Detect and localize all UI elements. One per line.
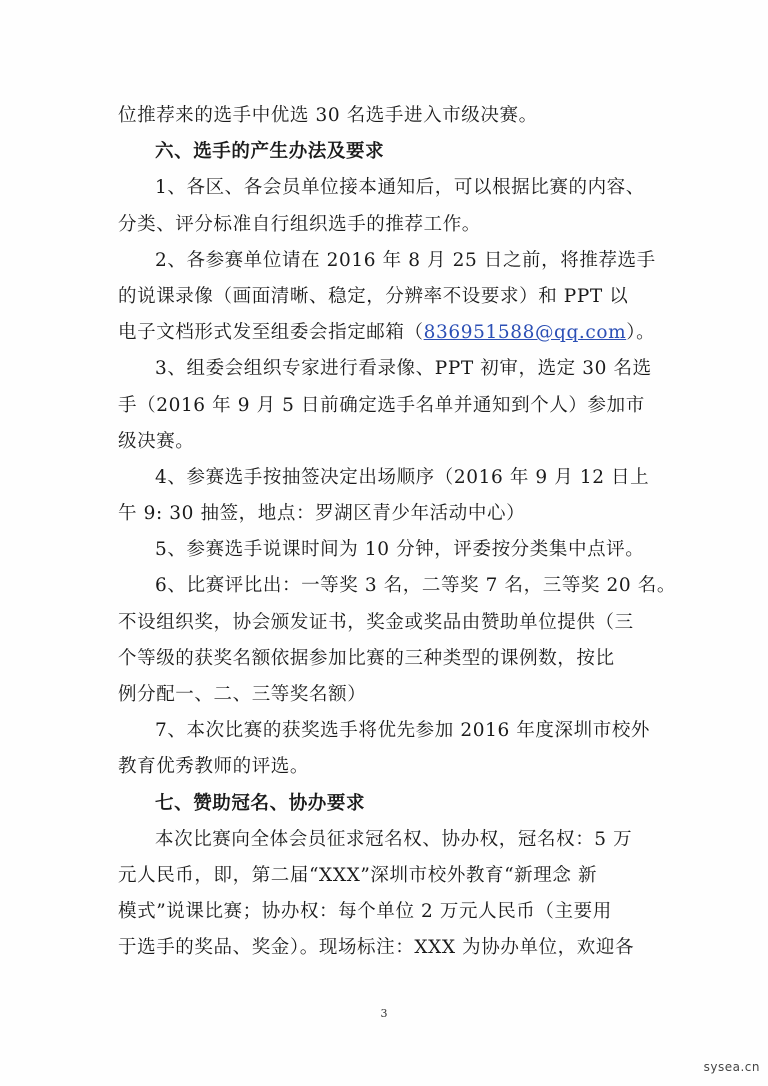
paragraph-line: 例分配一、二、三等奖名额）: [118, 684, 367, 705]
document-body: [118, 98, 676, 967]
paragraph-line: 6、比赛评比出：一等奖 3 名，二等奖 7 名，三等奖 20 名。: [155, 575, 676, 597]
paragraph-line: 3、组委会组织专家进行看录像、PPT 初审，选定 30 名选: [155, 358, 652, 380]
paragraph-line: 于选手的奖品、奖金）。现场标注：XXX 为协办单位，欢迎各: [118, 937, 635, 959]
paragraph-line: 午 9: 30 抽签，地点：罗湖区青少年活动中心）: [118, 503, 526, 525]
paragraph-line: 2、各参赛单位请在 2016 年 8 月 25 日之前，将推荐选手: [155, 249, 656, 271]
paragraph-line: 位推荐来的选手中优选 30 名选手进入市级决赛。: [118, 105, 538, 126]
paragraph-line: 手（2016 年 9 月 5 日前确定选手名单并通知到个人）参加市: [118, 394, 645, 416]
paragraph-line: 教育优秀教师的评选。: [118, 756, 310, 778]
paragraph-line: 7、本次比赛的获奖选手将优先参加 2016 年度深圳市校外: [155, 720, 651, 742]
email-suffix: ）。: [626, 322, 656, 344]
paragraph-line: 5、参赛选手说课时间为 10 分钟，评委按分类集中点评。: [155, 539, 645, 561]
paragraph-line: 本次比赛向全体会员征求冠名权、协办权，冠名权：5 万: [155, 828, 633, 850]
section-heading-seven: 七、赞助冠名、协办要求: [155, 792, 366, 814]
paragraph-line: 的说课录像（画面清晰、稳定，分辨率不设要求）和 PPT 以: [118, 285, 629, 307]
paragraph-line: 级决赛。: [118, 430, 195, 452]
paragraph-line: 4、参赛选手按抽签决定出场顺序（2016 年 9 月 12 日上: [155, 466, 650, 488]
email-prefix: 电子文档形式发至组委会指定邮箱（: [118, 322, 424, 344]
email-link[interactable]: 836951588@qq.com: [423, 322, 627, 344]
paragraph-line: 分类、评分标准自行组织选手的推荐工作。: [118, 213, 481, 235]
site-watermark: sysea.cn: [703, 1060, 760, 1074]
paragraph-line-with-email: [118, 315, 658, 351]
paragraph-line: 个等级的获奖名额依据参加比赛的三种类型的课例数，按比: [118, 647, 615, 669]
paragraph-line: 不设组织奖，协会颁发证书，奖金或奖品由赞助单位提供（三: [118, 611, 634, 633]
paragraph-line: 模式”说课比赛；协办权：每个单位 2 万元人民币（主要用: [118, 901, 612, 923]
page-number: 3: [380, 1007, 388, 1020]
paragraph-line: 元人民币，即，第二届“XXX”深圳市校外教育“新理念 新: [118, 864, 598, 886]
paragraph-line: 1、各区、各会员单位接本通知后，可以根据比赛的内容、: [155, 177, 645, 199]
section-heading-six: 六、选手的产生办法及要求: [155, 141, 385, 163]
